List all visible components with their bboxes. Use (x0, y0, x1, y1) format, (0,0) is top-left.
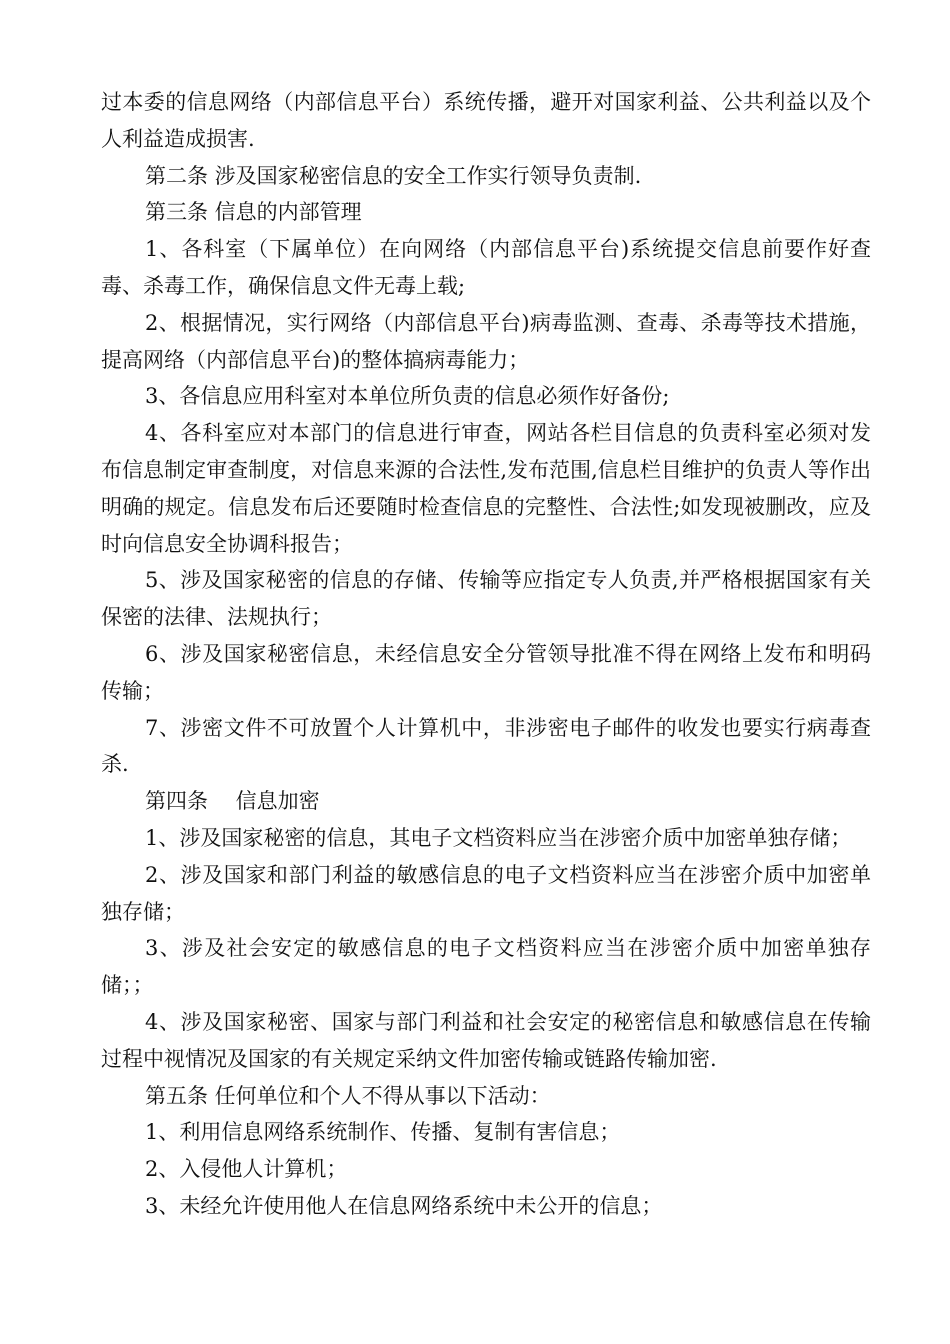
article-4-item-2: 2、涉及国家和部门利益的敏感信息的电子文档资料应当在涉密介质中加密单独存储； (101, 862, 871, 924)
article-5-item-2: 2、入侵他人计算机； (145, 1157, 348, 1182)
article-3-item-4: 4、各科室应对本部门的信息进行审查，网站各栏目信息的负责科室必须对发布信息制定审查制度，对信息来源的合法性,发布范围,信息栏目维护的负责人等作出明确的规定。信息发布后还要随时检查信息的完整性、合法性;如发现被删改，应及时向信息安全协调科报告； (101, 421, 871, 556)
article-3-item-6: 6、涉及国家秘密信息，未经信息安全分管领导批准不得在网络上发布和明码传输； (101, 641, 871, 703)
article-3-item-1: 1、各科室（下属单位）在向网络（内部信息平台)系统提交信息前要作好查毒、杀毒工作，确保信息文件无毒上载; (101, 237, 871, 298)
article-5-item-1: 1、利用信息网络系统制作、传播、复制有害信息； (145, 1120, 621, 1145)
article-4-item-3: 3、涉及社会安定的敏感信息的电子文档资料应当在涉密介质中加密单独存储；； (101, 936, 871, 998)
paragraph-continuation: 过本委的信息网络（内部信息平台）系统传播，避开对国家利益、公共利益以及个人利益造成损害. (101, 90, 871, 151)
article-3-item-3: 3、各信息应用科室对本单位所负责的信息必须作好备份; (145, 384, 670, 409)
article-3-item-5: 5、涉及国家秘密的信息的存储、传输等应指定专人负责,并严格根据国家有关保密的法律、法规执行； (101, 568, 871, 630)
article-4-item-4: 4、涉及国家秘密、国家与部门利益和社会安定的秘密信息和敏感信息在传输过程中视情况及国家的有关规定采纳文件加密传输或链路传输加密. (101, 1009, 871, 1071)
article-3-item-7: 7、涉密文件不可放置个人计算机中，非涉密电子邮件的收发也要实行病毒查杀. (101, 715, 871, 777)
article-2-heading: 第二条 涉及国家秘密信息的安全工作实行领导负责制. (145, 163, 642, 188)
article-3-item-2: 2、根据情况，实行网络（内部信息平台)病毒监测、查毒、杀毒等技术措施，提高网络（内部信息平台)的整体搞病毒能力； (101, 310, 871, 372)
article-4-item-1: 1、涉及国家秘密的信息，其电子文档资料应当在涉密介质中加密单独存储； (145, 825, 852, 850)
article-5-item-3: 3、未经允许使用他人在信息网络系统中未公开的信息； (145, 1193, 663, 1218)
article-5-heading: 第五条 任何单位和个人不得从事以下活动： (145, 1083, 551, 1108)
document-body (101, 84, 871, 1225)
article-4-heading: 第四条 信息加密 (145, 789, 320, 814)
article-3-heading: 第三条 信息的内部管理 (145, 200, 362, 225)
